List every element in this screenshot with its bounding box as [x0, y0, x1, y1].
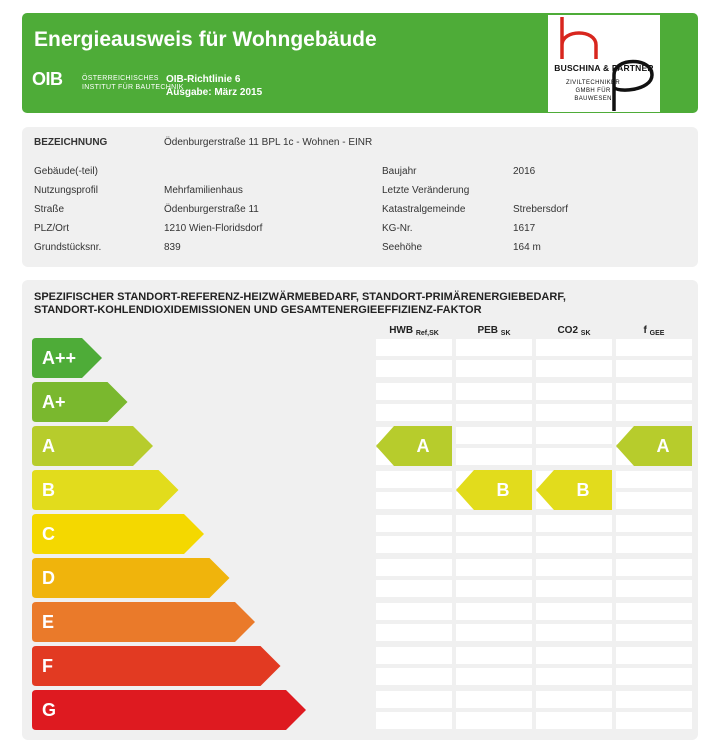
column-fgee-label: f	[643, 325, 647, 336]
energy-class-label: F	[42, 656, 53, 676]
grid-cell	[456, 427, 532, 444]
grid-cell	[456, 360, 532, 377]
grid-cell	[456, 668, 532, 685]
grid-cell	[536, 647, 612, 664]
grid-cell	[536, 515, 612, 532]
grid-cell	[376, 668, 452, 685]
partner-logo	[548, 15, 660, 112]
grid-cell	[376, 360, 452, 377]
grid-cell	[536, 668, 612, 685]
energy-class-label: B	[42, 480, 55, 500]
grid-cell	[616, 515, 692, 532]
info-label-postcode-city: PLZ/Ort	[34, 223, 70, 234]
grid-cell	[536, 580, 612, 597]
grid-cell	[616, 471, 692, 488]
grid-cell	[536, 603, 612, 620]
grid-cell	[616, 691, 692, 708]
oib-name-line1: ÖSTERREICHISCHES	[82, 75, 159, 82]
energy-class-label: C	[42, 524, 55, 544]
energy-class-label: G	[42, 700, 57, 720]
grid-cell	[536, 712, 612, 729]
grid-cell	[536, 339, 612, 356]
grid-cell	[376, 471, 452, 488]
info-label-cadastral-community: Katastralgemeinde	[382, 204, 466, 215]
grid-cell	[536, 691, 612, 708]
grid-cell	[536, 624, 612, 641]
grid-cell	[616, 536, 692, 553]
grid-cell	[456, 536, 532, 553]
rating-marker-label: B	[576, 480, 590, 500]
grid-cell	[456, 624, 532, 641]
scale-title-line2: STANDORT-KOHLENDIOXIDEMISSIONEN UND GESAMTENERGIEEFFIZIENZ-FAKTOR	[34, 304, 482, 316]
scale-title-line1: SPEZIFISCHER STANDORT-REFERENZ-HEIZWÄRMEBEDARF, STANDORT-PRIMÄRENERGIEBEDARF,	[34, 291, 566, 303]
info-label-kg-number: KG-Nr.	[382, 223, 413, 234]
energy-class-band-f	[32, 646, 281, 686]
document-title: Energieausweis für Wohngebäude	[34, 28, 377, 51]
grid-cell	[376, 691, 452, 708]
info-label-last-change: Letzte Veränderung	[382, 185, 470, 196]
grid-cell	[456, 647, 532, 664]
grid-cell	[376, 536, 452, 553]
designation-label: BEZEICHNUNG	[34, 137, 108, 148]
grid-cell	[536, 427, 612, 444]
grid-cell	[536, 383, 612, 400]
info-label-plot-number: Grundstücksnr.	[34, 242, 102, 253]
oib-name-line2: INSTITUT FÜR BAUTECHNIK	[82, 84, 184, 91]
designation-value: Ödenburgerstraße 11 BPL 1c - Wohnen - EINR	[164, 137, 373, 148]
energy-class-label: A+	[42, 392, 66, 412]
info-label-year-built: Baujahr	[382, 166, 417, 177]
rating-marker-label: A	[656, 436, 670, 456]
info-value-cadastral-community: Strebersdorf	[513, 204, 569, 215]
info-value-kg-number: 1617	[513, 223, 536, 234]
energy-class-label: E	[42, 612, 55, 632]
grid-cell	[616, 603, 692, 620]
energy-class-scale	[22, 280, 698, 740]
info-label-building-part: Gebäude(-teil)	[34, 166, 98, 177]
grid-cell	[616, 559, 692, 576]
info-value-postcode-city: 1210 Wien-Floridsdorf	[164, 223, 263, 234]
grid-cell	[536, 559, 612, 576]
grid-cell	[456, 448, 532, 465]
column-peb-label: PEB	[477, 325, 499, 336]
energy-class-band-d	[32, 558, 230, 598]
info-value-plot-number: 839	[164, 242, 181, 253]
info-label-street: Straße	[34, 204, 65, 215]
grid-cell	[376, 647, 452, 664]
info-label-usage-profile: Nutzungsprofil	[34, 185, 98, 196]
grid-cell	[616, 647, 692, 664]
rating-marker-label: B	[496, 480, 510, 500]
guideline-issue: Ausgabe: März 2015	[166, 87, 263, 98]
grid-cell	[616, 580, 692, 597]
info-value-usage-profile: Mehrfamilienhaus	[164, 185, 243, 196]
grid-cell	[456, 383, 532, 400]
partner-subtitle	[566, 79, 620, 103]
oib-mark: OIB	[32, 69, 63, 89]
energy-class-band-c	[32, 514, 204, 554]
column-co2-subscript: SK	[580, 330, 591, 337]
grid-cell	[456, 580, 532, 597]
grid-cell	[376, 339, 452, 356]
column-hwb-subscript: Ref,SK	[415, 330, 439, 337]
grid-cell	[456, 339, 532, 356]
grid-cell	[376, 559, 452, 576]
building-info-panel	[22, 127, 698, 267]
grid-cell	[616, 492, 692, 509]
energy-class-label: A	[42, 436, 55, 456]
grid-cell	[616, 404, 692, 421]
grid-cell	[616, 668, 692, 685]
grid-cell	[376, 404, 452, 421]
grid-cell	[456, 404, 532, 421]
grid-cell	[376, 603, 452, 620]
energy-class-band-g	[32, 690, 306, 730]
grid-cell	[376, 515, 452, 532]
grid-cell	[616, 383, 692, 400]
energy-scale-panel	[22, 280, 698, 740]
info-value-altitude: 164 m	[513, 242, 541, 253]
partner-sub-line2: GMBH FÜR	[575, 88, 611, 94]
info-label-altitude: Seehöhe	[382, 242, 423, 253]
rating-marker-label: A	[416, 436, 430, 456]
grid-cell	[456, 559, 532, 576]
grid-cell	[616, 339, 692, 356]
grid-cell	[456, 712, 532, 729]
grid-cell	[376, 580, 452, 597]
grid-cell	[616, 624, 692, 641]
energy-class-band-e	[32, 602, 255, 642]
header-banner	[22, 13, 698, 113]
column-fgee-subscript: GEE	[649, 330, 665, 337]
grid-cell	[616, 360, 692, 377]
energy-class-label: D	[42, 568, 55, 588]
partner-name: BUSCHINA & PARTNER	[554, 63, 654, 73]
grid-cell	[456, 515, 532, 532]
grid-cell	[456, 603, 532, 620]
partner-sub-line1: ZIVILTECHNIKER	[566, 80, 621, 86]
grid-cell	[536, 448, 612, 465]
partner-sub-line3: BAUWESEN	[574, 96, 612, 102]
grid-cell	[616, 712, 692, 729]
grid-cell	[536, 536, 612, 553]
grid-cell	[376, 492, 452, 509]
column-peb-subscript: SK	[500, 330, 511, 337]
grid-cell	[536, 360, 612, 377]
column-hwb-label: HWB	[389, 325, 414, 336]
grid-cell	[456, 691, 532, 708]
energy-class-label: A++	[42, 348, 77, 368]
guideline-name: OIB-Richtlinie 6	[166, 74, 241, 85]
grid-cell	[376, 383, 452, 400]
column-co2-label: CO2	[557, 325, 579, 336]
grid-cell	[536, 404, 612, 421]
grid-cell	[376, 624, 452, 641]
grid-cell	[376, 712, 452, 729]
info-value-year-built: 2016	[513, 166, 536, 177]
info-value-street: Ödenburgerstraße 11	[164, 204, 259, 215]
guideline-info	[166, 73, 262, 99]
